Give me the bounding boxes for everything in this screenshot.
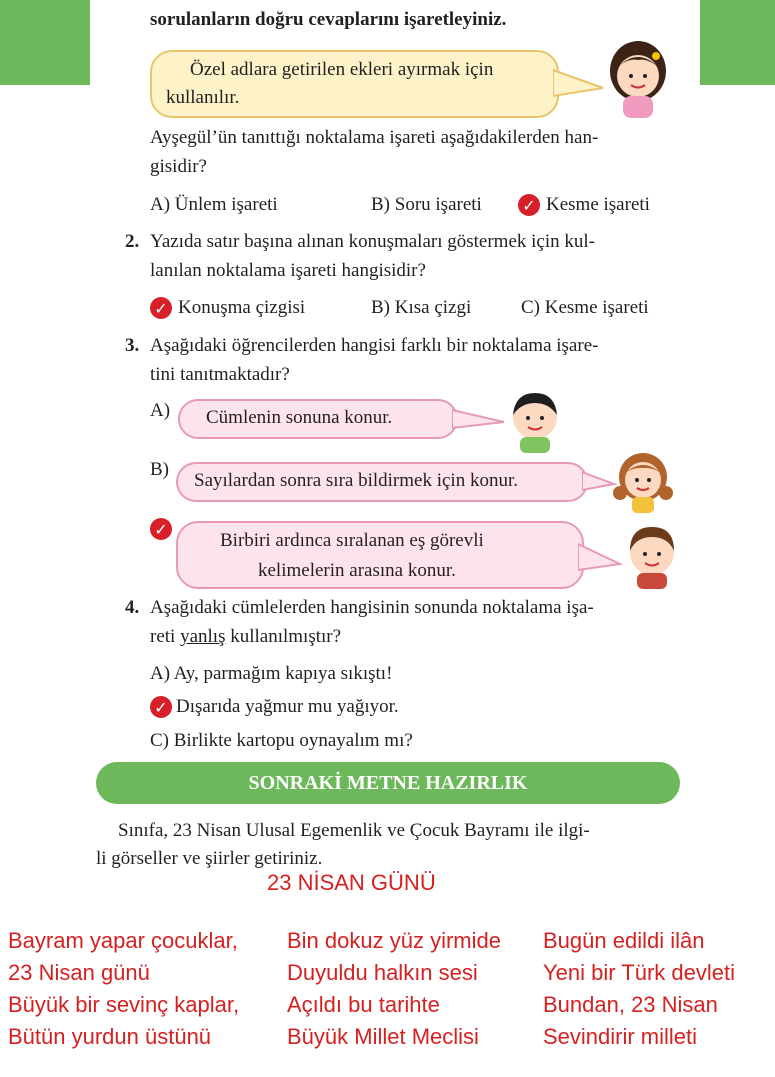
- option-a-label[interactable]: A): [150, 400, 171, 421]
- question-text-pre: reti: [150, 626, 181, 647]
- poem-line: Bugün edildi ilân: [543, 928, 705, 953]
- question-text: Yazıda satır başına alınan konuşmaları göstermek için kul-: [150, 231, 595, 252]
- poem-line: Bin dokuz yüz yirmide: [287, 928, 501, 953]
- poem-line: Sevindirir milleti: [543, 1024, 698, 1049]
- question-text-line2: [150, 623, 341, 651]
- question-text: Aşağıdaki öğrencilerden hangisi farklı bir noktalama işare-: [150, 335, 599, 356]
- option-b[interactable]: B) Soru işareti: [371, 194, 482, 215]
- option-c[interactable]: Kesme işareti: [546, 194, 650, 215]
- boy-avatar: [505, 385, 565, 455]
- poem-line: Açıldı bu tarihte: [287, 992, 440, 1017]
- poem-column-3: [543, 925, 735, 1053]
- question-text: tini tanıtmaktadır?: [150, 364, 290, 385]
- poem-line: Bütün yurdun üstünü: [8, 1024, 212, 1049]
- speech-bubble-c[interactable]: [176, 521, 584, 589]
- poem-line: Yeni bir Türk devleti: [543, 960, 735, 985]
- banner-title: SONRAKİ METNE HAZIRLIK: [248, 771, 528, 794]
- option-a[interactable]: A) Ünlem işareti: [150, 194, 278, 215]
- question-number: 2.: [125, 231, 140, 252]
- bubble-line: Özel adlara getirilen ekleri ayırmak için: [190, 59, 494, 80]
- bubble-line: Birbiri ardınca sıralanan eş görevli: [220, 530, 484, 551]
- bubble-tail: [578, 540, 628, 580]
- bubble-line: kullanılır.: [166, 87, 240, 108]
- option-a[interactable]: A) Ay, parmağım kapıya sıkıştı!: [150, 663, 393, 684]
- prep-text: li görseller ve şiirler getiriniz.: [96, 848, 323, 869]
- page-header: sorulanların doğru cevaplarını işaretleyiniz.: [150, 9, 507, 30]
- question-text: lanılan noktalama işareti hangisidir?: [150, 260, 426, 281]
- bubble-tail: [452, 406, 512, 436]
- question-text-post: kullanılmıştır?: [225, 626, 342, 647]
- question-number: 3.: [125, 335, 140, 356]
- speech-bubble-a[interactable]: [178, 399, 458, 439]
- poem-column-2: [287, 925, 501, 1053]
- checkmark-icon: ✓: [150, 518, 172, 540]
- top-right-green-bar: [700, 0, 775, 85]
- option-c[interactable]: C) Kesme işareti: [521, 297, 649, 318]
- question-text: gisidir?: [150, 156, 207, 177]
- question-text: Aşağıdaki cümlelerden hangisinin sonunda noktalama işa-: [150, 597, 594, 618]
- poem-line: Duyuldu halkın sesi: [287, 960, 478, 985]
- bubble-text: Sayılardan sonra sıra bildirmek için konur.: [194, 470, 518, 491]
- option-b[interactable]: Dışarıda yağmur mu yağıyor.: [176, 696, 399, 717]
- section-banner: [96, 762, 680, 804]
- option-b[interactable]: B) Kısa çizgi: [371, 297, 472, 318]
- poem-line: Büyük bir sevinç kaplar,: [8, 992, 240, 1017]
- checkmark-icon: ✓: [150, 297, 172, 319]
- question-number: 4.: [125, 597, 140, 618]
- speech-bubble-b[interactable]: [176, 462, 588, 502]
- poem-column-1: [8, 925, 239, 1053]
- prep-text: Sınıfa, 23 Nisan Ulusal Egemenlik ve Çocuk Bayramı ile ilgi-: [118, 820, 590, 841]
- top-left-green-bar: [0, 0, 90, 85]
- option-c[interactable]: C) Birlikte kartopu oynayalım mı?: [150, 730, 413, 751]
- poem-line: Büyük Millet Meclisi: [287, 1024, 479, 1049]
- option-a[interactable]: Konuşma çizgisi: [178, 297, 306, 318]
- girl-avatar: [603, 38, 673, 118]
- poem-line: 23 Nisan günü: [8, 960, 150, 985]
- bubble-text: Cümlenin sonuna konur.: [206, 407, 393, 428]
- boy-avatar: [622, 521, 682, 591]
- bubble-line: kelimelerin arasına konur.: [258, 560, 456, 581]
- option-b-label[interactable]: B): [150, 459, 169, 480]
- poem-line: Bayram yapar çocuklar,: [8, 928, 238, 953]
- checkmark-icon: ✓: [150, 696, 172, 718]
- question-text: Ayşegül’ün tanıttığı noktalama işareti aşağıdakilerden han-: [150, 127, 599, 148]
- checkmark-icon: ✓: [518, 194, 540, 216]
- underlined-word: yanlış: [180, 626, 226, 647]
- poem-title: 23 NİSAN GÜNÜ: [267, 870, 436, 895]
- speech-bubble-q1: [150, 50, 559, 118]
- girl-braids-avatar: [610, 447, 676, 513]
- poem-line: Bundan, 23 Nisan: [543, 992, 718, 1017]
